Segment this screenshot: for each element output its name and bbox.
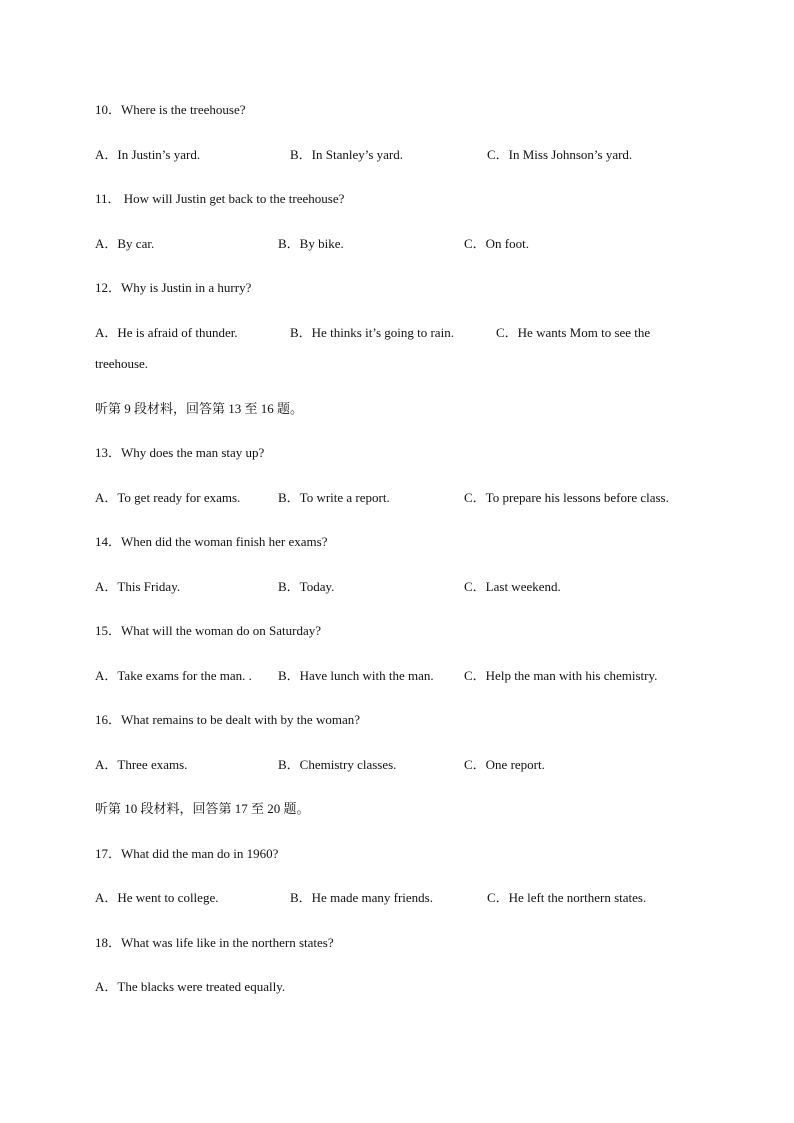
section-heading-10: 听第 10 段材料，回答第 17 至 20 题。: [95, 801, 310, 816]
question-11-stem: 11． How will Justin get back to the treehouse?: [95, 191, 345, 206]
question-14-option-a: A．This Friday.: [95, 579, 181, 594]
question-11-option-b: B．By bike.: [278, 236, 344, 251]
question-13-option-c: C．To prepare his lessons before class.: [464, 490, 669, 505]
section-heading-9: 听第 9 段材料，回答第 13 至 16 题。: [95, 401, 304, 416]
question-10-option-b: B．In Stanley’s yard.: [290, 147, 404, 162]
question-15-option-c: C．Help the man with his chemistry.: [464, 668, 658, 683]
question-12-option-c: C．He wants Mom to see the: [496, 325, 651, 340]
question-18-stem: 18．What was life like in the northern states?: [95, 935, 334, 950]
question-15-option-a: A．Take exams for the man. .: [95, 668, 252, 683]
question-13-option-a: A．To get ready for exams.: [95, 490, 241, 505]
question-11-option-c: C．On foot.: [464, 236, 530, 251]
question-12-stem: 12．Why is Justin in a hurry?: [95, 280, 252, 295]
question-17-stem: 17．What did the man do in 1960?: [95, 846, 279, 861]
question-10-option-a: A．In Justin’s yard.: [95, 147, 201, 162]
question-17-option-c: C．He left the northern states.: [487, 890, 647, 905]
question-16-option-a: A．Three exams.: [95, 757, 188, 772]
question-10-stem: 10．Where is the treehouse?: [95, 102, 246, 117]
question-15-option-b: B．Have lunch with the man.: [278, 668, 434, 683]
question-13-option-b: B．To write a report.: [278, 490, 390, 505]
question-16-stem: 16．What remains to be dealt with by the woman?: [95, 712, 360, 727]
question-16-option-c: C．One report.: [464, 757, 545, 772]
question-14-stem: 14．When did the woman finish her exams?: [95, 534, 328, 549]
question-17-option-a: A．He went to college.: [95, 890, 219, 905]
question-14-option-b: B．Today.: [278, 579, 335, 594]
question-16-option-b: B．Chemistry classes.: [278, 757, 397, 772]
question-12-option-a: A．He is afraid of thunder.: [95, 325, 238, 340]
question-12-option-b: B．He thinks it’s going to rain.: [290, 325, 454, 340]
question-10-option-c: C．In Miss Johnson’s yard.: [487, 147, 633, 162]
question-17-option-b: B．He made many friends.: [290, 890, 433, 905]
question-11-option-a: A．By car.: [95, 236, 155, 251]
question-12-option-c-continued: treehouse.: [95, 356, 149, 371]
question-18-option-a: A．The blacks were treated equally.: [95, 979, 286, 994]
question-15-stem: 15．What will the woman do on Saturday?: [95, 623, 322, 638]
question-14-option-c: C．Last weekend.: [464, 579, 561, 594]
question-13-stem: 13．Why does the man stay up?: [95, 445, 265, 460]
